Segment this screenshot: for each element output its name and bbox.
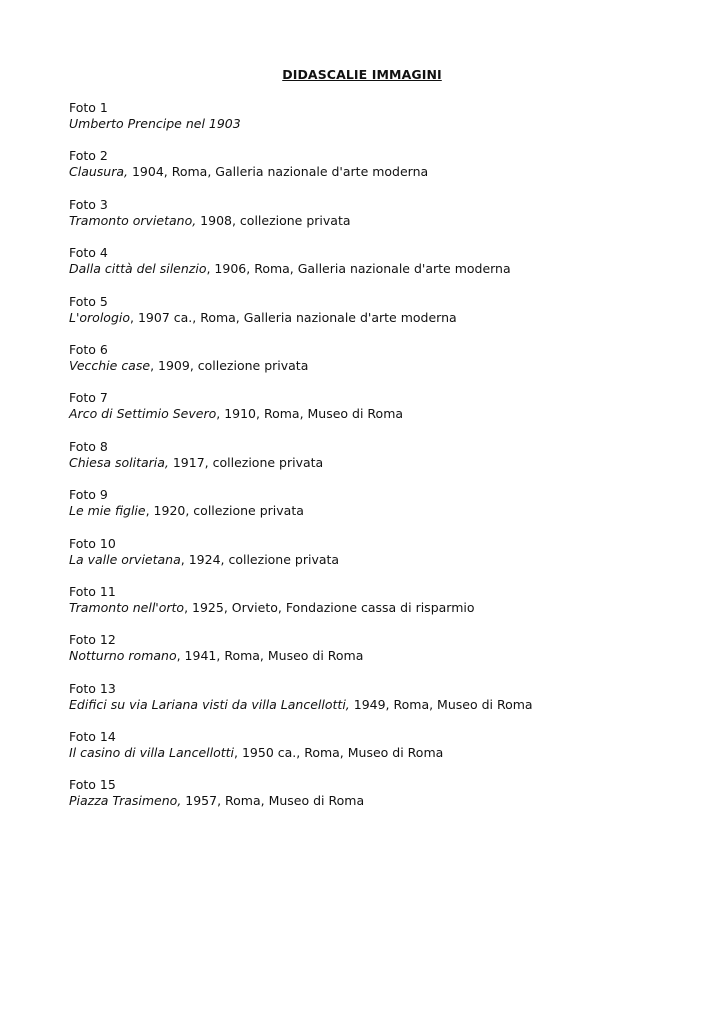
caption-text xyxy=(69,261,709,277)
artwork-title: Tramonto orvietano, xyxy=(69,212,197,228)
caption-item xyxy=(69,487,709,535)
caption-text xyxy=(69,455,709,471)
artwork-title: Piazza Trasimeno, xyxy=(69,793,182,809)
caption-label: Foto 5 xyxy=(69,293,108,309)
caption-item xyxy=(69,777,709,825)
caption-text xyxy=(69,213,709,229)
artwork-details: 1904, Roma, Galleria nazionale d'arte moderna xyxy=(128,164,429,180)
caption-item xyxy=(69,584,709,632)
caption-item xyxy=(69,197,709,245)
caption-label: Foto 6 xyxy=(69,341,108,357)
caption-text xyxy=(69,648,709,664)
artwork-title: Le mie figlie xyxy=(69,503,146,519)
artwork-details: , 1909, collezione privata xyxy=(150,357,309,373)
caption-item xyxy=(69,681,709,729)
caption-label: Foto 10 xyxy=(69,535,116,551)
artwork-title: La valle orvietana xyxy=(69,551,181,567)
artwork-title: Notturno romano xyxy=(69,648,177,664)
artwork-title: Il casino di villa Lancellotti xyxy=(69,745,235,761)
caption-text xyxy=(69,310,709,326)
caption-item xyxy=(69,294,709,342)
artwork-details: , 1925, Orvieto, Fondazione cassa di risparmio xyxy=(184,599,475,615)
caption-text xyxy=(69,552,709,568)
caption-label: Foto 11 xyxy=(69,583,116,599)
caption-label: Foto 14 xyxy=(69,729,116,745)
caption-text xyxy=(69,600,709,616)
caption-label: Foto 2 xyxy=(69,148,108,164)
caption-item xyxy=(69,632,709,680)
caption-item xyxy=(69,148,709,196)
artwork-details: , 1907 ca., Roma, Galleria nazionale d'arte moderna xyxy=(130,309,457,325)
artwork-title: Umberto Prencipe nel 1903 xyxy=(69,116,241,131)
caption-text xyxy=(69,164,709,180)
caption-text xyxy=(69,697,709,713)
artwork-details: 1908, collezione privata xyxy=(196,212,351,228)
caption-text xyxy=(69,358,709,374)
artwork-details: , 1906, Roma, Galleria nazionale d'arte moderna xyxy=(206,261,511,277)
caption-label: Foto 8 xyxy=(69,438,108,454)
caption-label: Foto 9 xyxy=(69,487,108,503)
artwork-title: Chiesa solitaria, xyxy=(69,454,169,470)
caption-item xyxy=(69,100,709,148)
caption-item xyxy=(69,342,709,390)
caption-label: Foto 13 xyxy=(69,680,116,696)
caption-item xyxy=(69,729,709,777)
caption-label: Foto 15 xyxy=(69,777,116,793)
artwork-details: 1917, collezione privata xyxy=(168,454,324,470)
artwork-details: , 1910, Roma, Museo di Roma xyxy=(216,406,404,422)
caption-label: Foto 4 xyxy=(69,245,108,261)
artwork-title: Arco di Settimio Severo xyxy=(69,406,217,422)
artwork-details: 1957, Roma, Museo di Roma xyxy=(181,793,365,809)
artwork-details: , 1924, collezione privata xyxy=(180,551,340,567)
caption-item xyxy=(69,536,709,584)
caption-item xyxy=(69,245,709,293)
artwork-details: , 1950 ca., Roma, Museo di Roma xyxy=(234,745,444,761)
caption-label: Foto 3 xyxy=(69,196,108,212)
caption-text xyxy=(69,116,709,132)
caption-list xyxy=(69,100,709,826)
caption-text xyxy=(69,793,709,809)
caption-label: Foto 1 xyxy=(69,100,108,115)
artwork-title: Edifici su via Lariana visti da villa Lancellotti, xyxy=(69,696,350,712)
caption-text xyxy=(69,503,709,519)
artwork-title: L'orologio xyxy=(69,309,131,325)
caption-label: Foto 7 xyxy=(69,390,108,406)
artwork-details: , 1920, collezione privata xyxy=(145,503,304,519)
artwork-details: 1949, Roma, Museo di Roma xyxy=(349,696,533,712)
caption-label: Foto 12 xyxy=(69,632,116,648)
artwork-title: Tramonto nell'orto xyxy=(69,599,185,615)
artwork-title: Dalla città del silenzio xyxy=(69,261,207,277)
document-title: DIDASCALIE IMMAGINI xyxy=(282,67,442,82)
caption-text xyxy=(69,406,709,422)
caption-item xyxy=(69,439,709,487)
caption-text xyxy=(69,745,709,761)
caption-item xyxy=(69,390,709,438)
artwork-title: Vecchie case xyxy=(69,357,151,373)
artwork-title: Clausura, xyxy=(69,164,128,180)
artwork-details: , 1941, Roma, Museo di Roma xyxy=(176,648,364,664)
